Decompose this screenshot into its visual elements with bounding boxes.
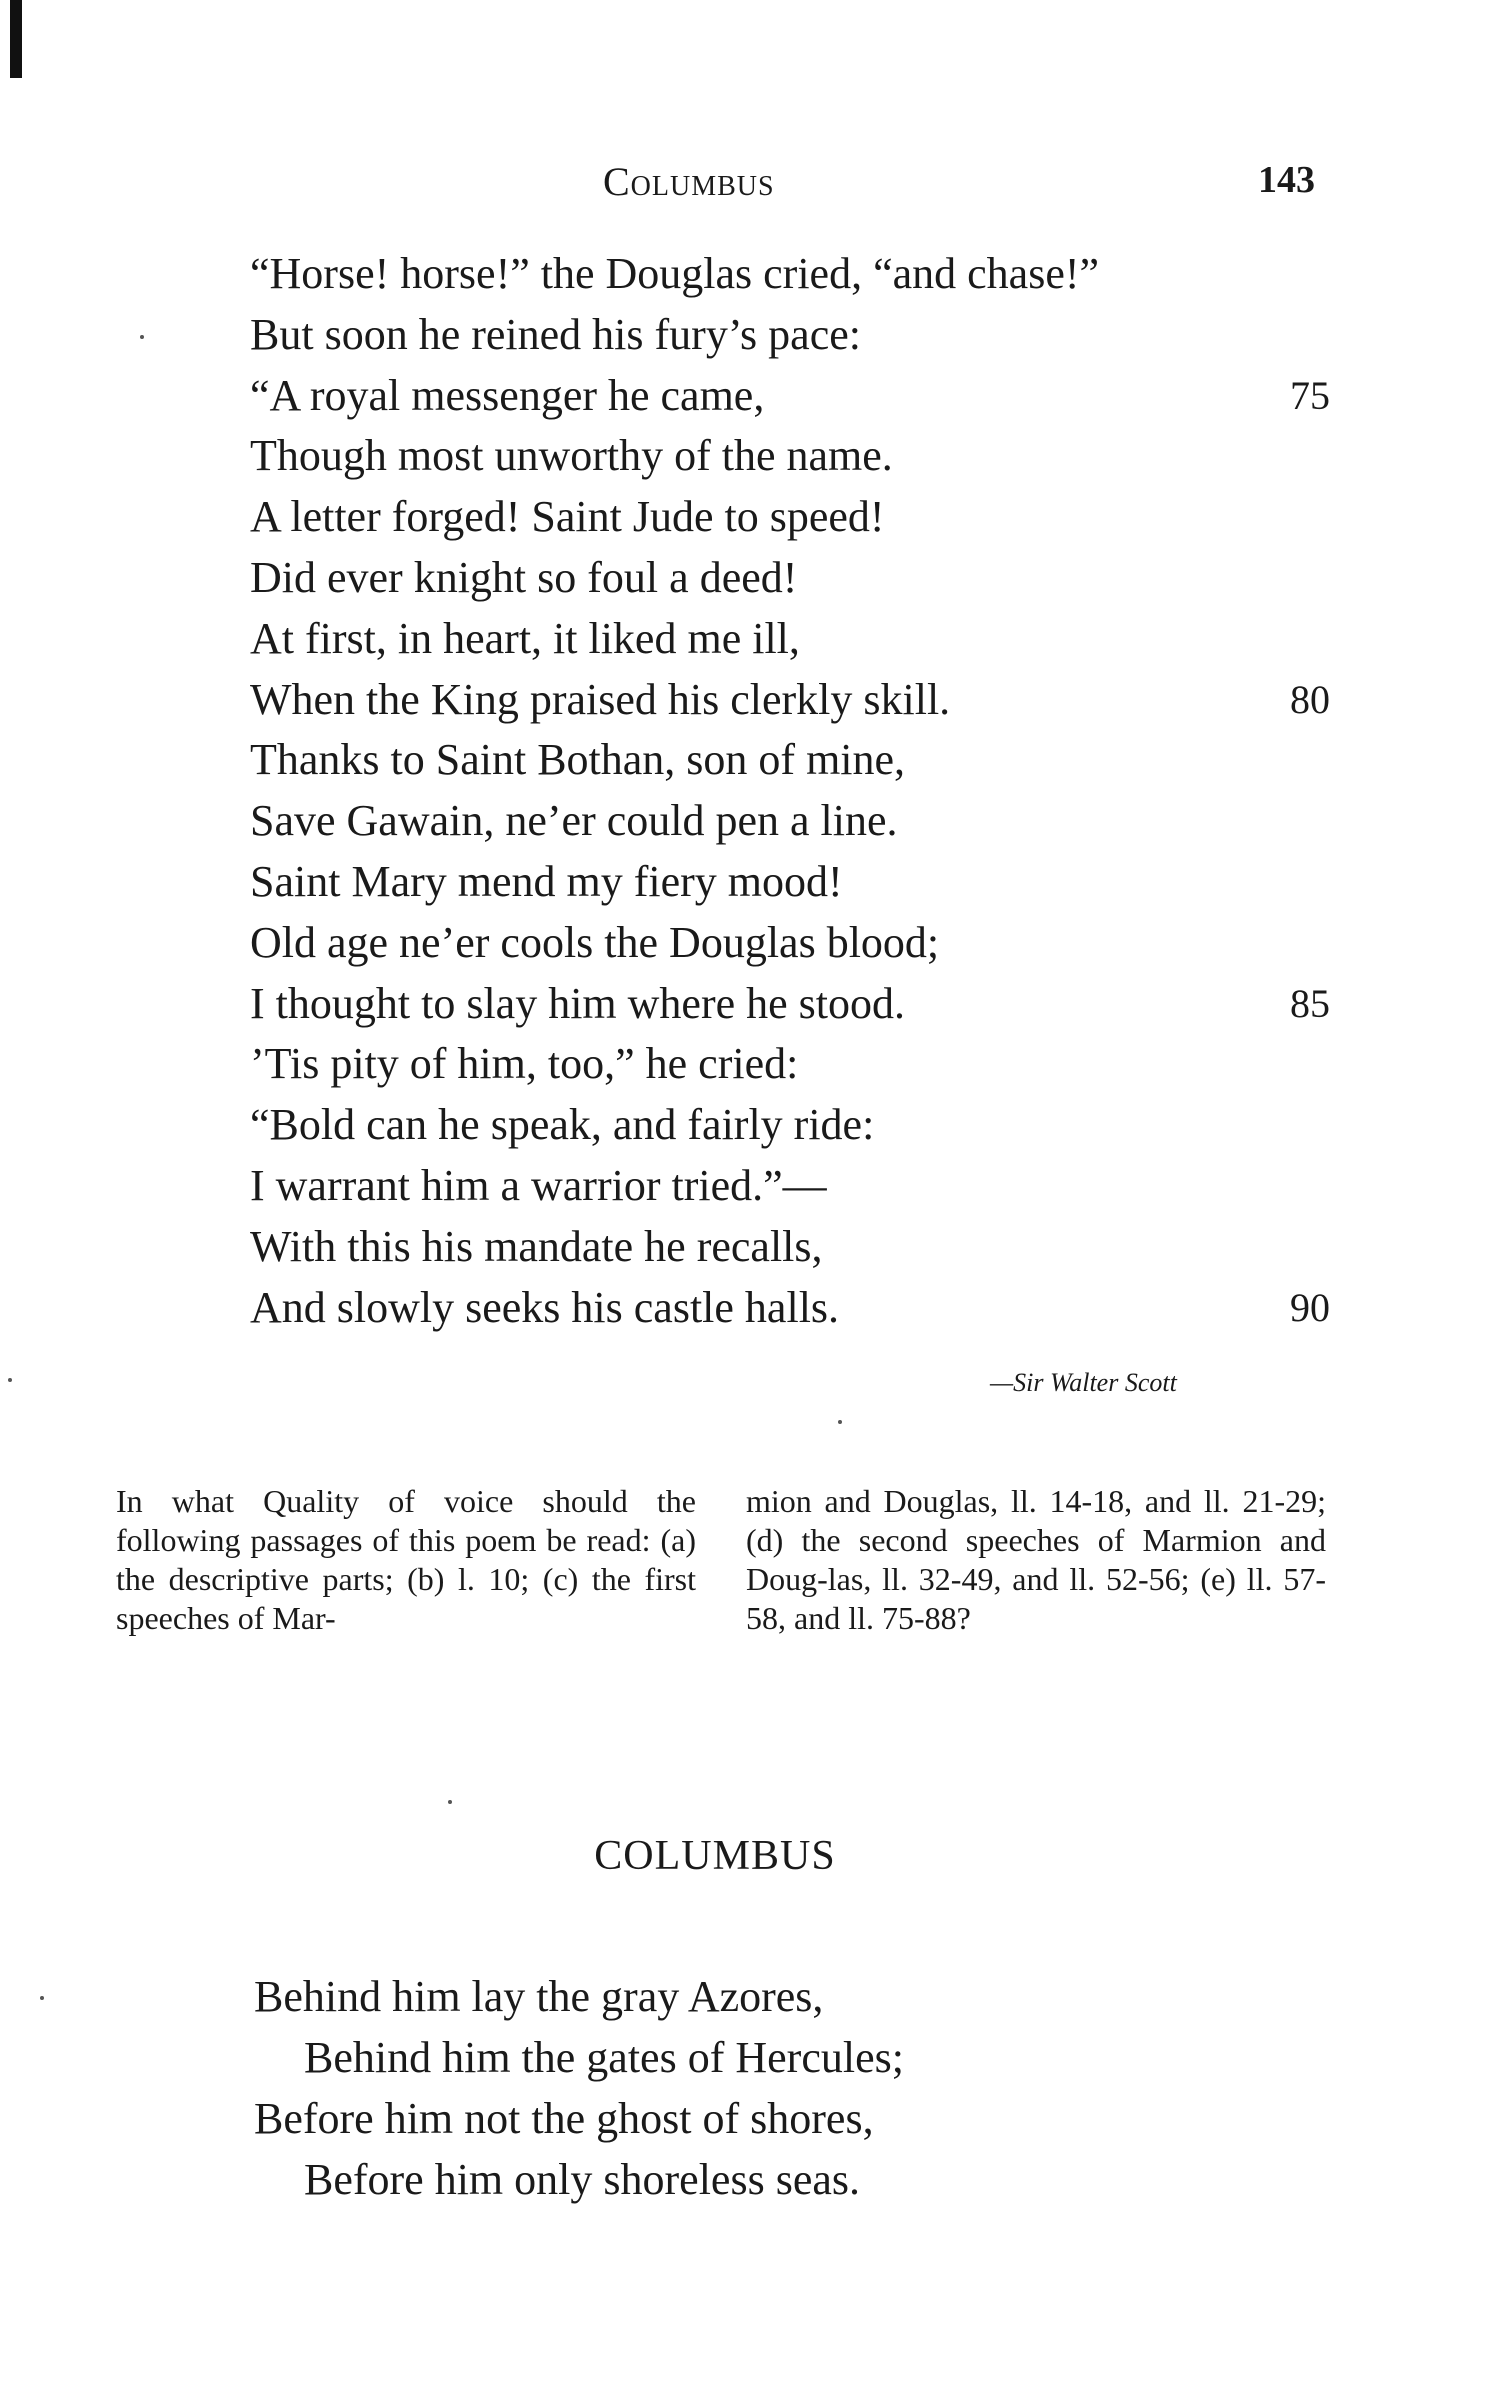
questions-column-left: In what Quality of voice should the following passages of this poem be read: (a) the descriptive parts; (b) l. 10; (c) the first speeches of Mar- — [116, 1483, 696, 1636]
study-questions — [116, 1482, 1326, 1638]
poem-line — [250, 1278, 1330, 1339]
poem-line-text: At first, in heart, it liked me ill, — [250, 613, 800, 663]
poem-line — [250, 244, 1330, 305]
poem-line — [250, 670, 1330, 731]
poem-line — [250, 1217, 1330, 1278]
speck-mark — [8, 1378, 12, 1382]
poem-line-text: Though most unworthy of the name. — [250, 431, 893, 481]
columbus-poem — [254, 1966, 1154, 2210]
line-number: 75 — [1290, 372, 1330, 418]
speck-mark — [838, 1420, 842, 1424]
poem-line — [250, 609, 1330, 670]
speck-mark — [448, 1800, 452, 1804]
poem-line-text: Old age ne’er cools the Douglas blood; — [250, 917, 940, 967]
poem-line — [250, 791, 1330, 852]
poem-line-text: “Bold can he speak, and fairly ride: — [250, 1100, 875, 1150]
poem-line-text: When the King praised his clerkly skill. — [250, 674, 951, 724]
poem-line — [250, 426, 1330, 487]
line-number: 85 — [1290, 980, 1330, 1026]
poem-line-text: “A royal messenger he came, — [250, 370, 765, 420]
poem-line — [250, 852, 1330, 913]
line-number: 90 — [1290, 1284, 1330, 1330]
poem-line — [250, 366, 1330, 427]
poem-line — [250, 1156, 1330, 1217]
poem-line-text: ’Tis pity of him, too,” he cried: — [250, 1039, 799, 1089]
running-title: Columbus — [603, 159, 775, 204]
poem-line-text: Saint Mary mend my fiery mood! — [250, 856, 843, 906]
poem-line — [250, 913, 1330, 974]
columbus-poem-line: Behind him the gates of Hercules; — [304, 2033, 904, 2082]
poem-line — [250, 305, 1330, 366]
poem-line-text: But soon he reined his fury’s pace: — [250, 309, 861, 359]
poem-line-text: And slowly seeks his castle halls. — [250, 1282, 840, 1332]
poem-line — [250, 1095, 1330, 1156]
scan-edge-mark — [10, 0, 22, 78]
running-head — [0, 158, 1488, 208]
poem-line — [250, 730, 1330, 791]
line-number: 80 — [1290, 676, 1330, 722]
poem-line-text: “Horse! horse!” the Douglas cried, “and chase!” — [250, 249, 1100, 298]
poem-line-text: With this his mandate he recalls, — [250, 1221, 823, 1271]
poem-attribution: —Sir Walter Scott — [990, 1368, 1177, 1397]
columbus-poem-line: Behind him lay the gray Azores, — [254, 1972, 824, 2021]
poem-stanza — [250, 244, 1330, 1338]
columbus-poem-line: Before him only shoreless seas. — [304, 2155, 860, 2204]
page-number: 143 — [1258, 159, 1315, 201]
speck-mark — [40, 1996, 44, 2000]
poem-line-text: I warrant him a warrior tried.”— — [250, 1160, 827, 1210]
poem-line-text: Save Gawain, ne’er could pen a line. — [250, 796, 898, 846]
questions-column-right: mion and Douglas, ll. 14-18, and ll. 21-29; (d) the second speeches of Marmion and Doug-las, ll. 32-49, and ll. 52-56; (e) ll. 57-58, and ll. 75-88? — [746, 1483, 1326, 1636]
poem-line-text: Thanks to Saint Bothan, son of mine, — [250, 735, 906, 785]
poem-line-text: A letter forged! Saint Jude to speed! — [250, 492, 885, 542]
poem-line — [250, 487, 1330, 548]
section-title: COLUMBUS — [594, 1833, 836, 1879]
poem-line — [250, 1034, 1330, 1095]
poem-line-text: Did ever knight so foul a deed! — [250, 552, 798, 602]
poem-line-text: I thought to slay him where he stood. — [250, 978, 906, 1028]
speck-mark — [140, 335, 144, 339]
poem-line — [250, 548, 1330, 609]
poem-line — [250, 974, 1330, 1035]
columbus-poem-line: Before him not the ghost of shores, — [254, 2094, 874, 2143]
